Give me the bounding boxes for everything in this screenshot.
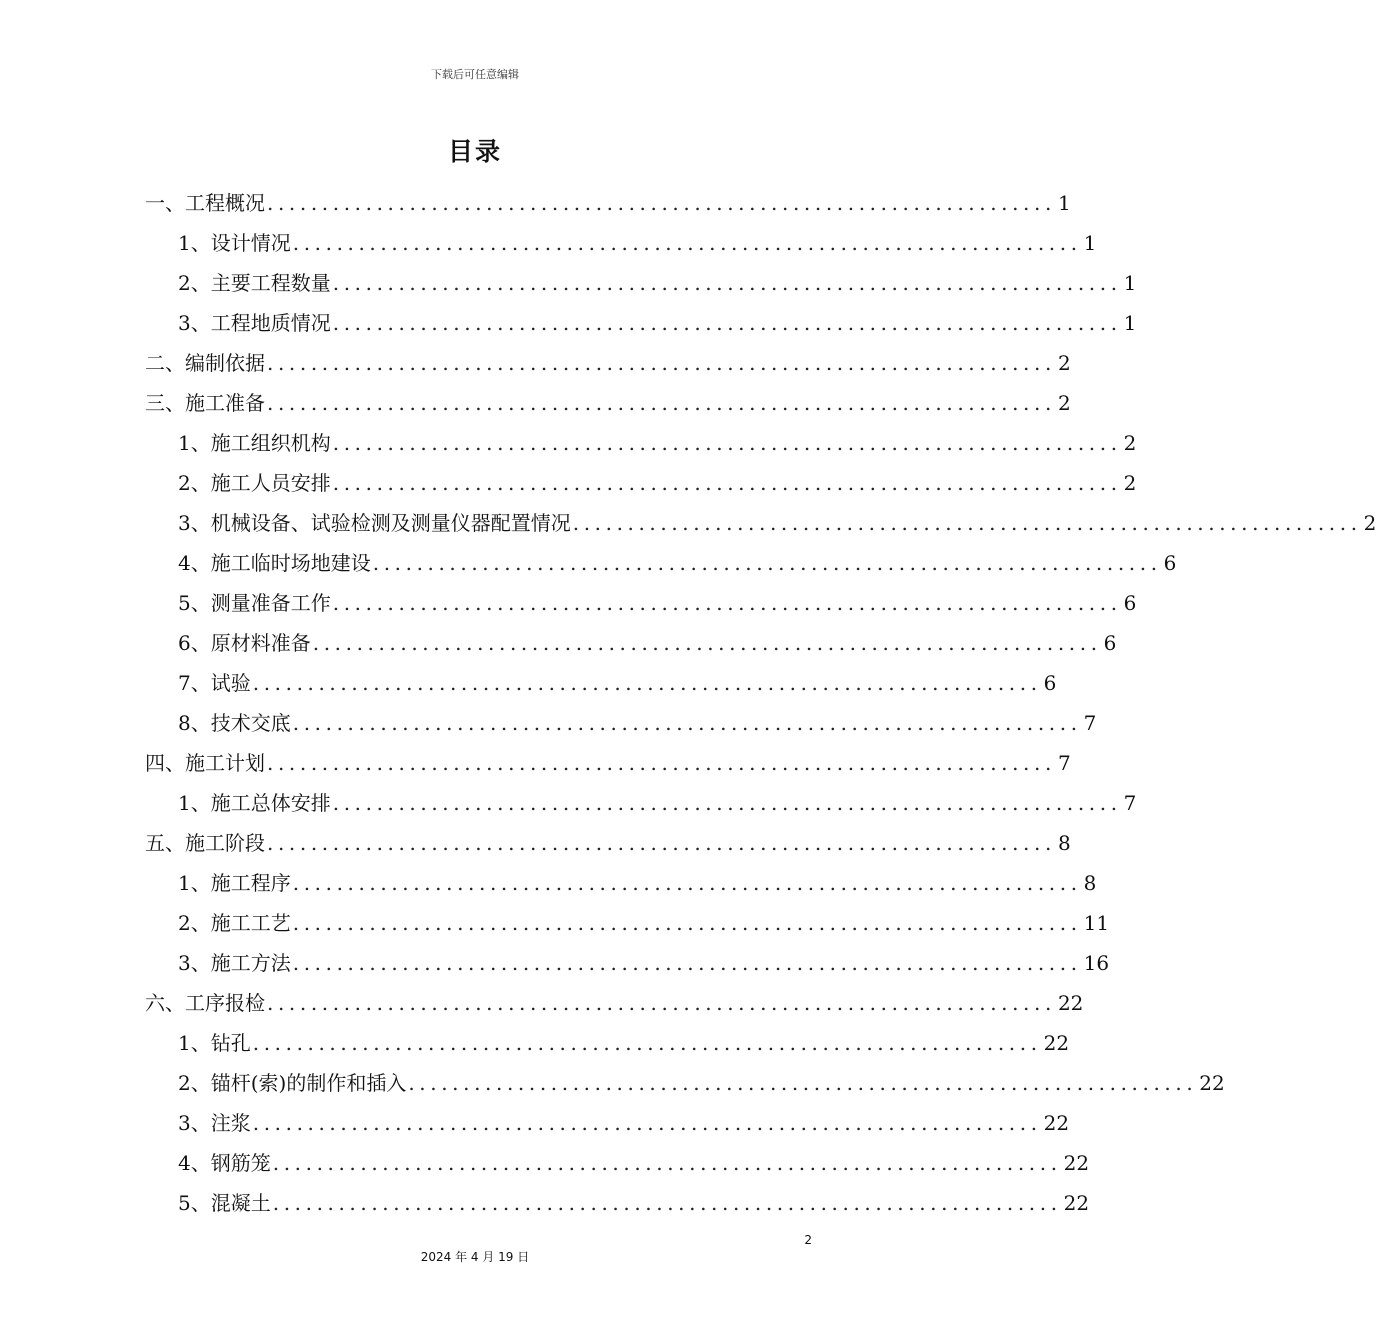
toc-entry[interactable] [178,1186,1090,1220]
toc-entry-label: 5、测量准备工作 [178,591,331,615]
toc-entry-label: 5、混凝土 [178,1191,271,1215]
dot-leader: ........................................................................ [408,1071,1198,1095]
toc-entry[interactable] [178,266,1137,300]
toc-entry[interactable] [178,466,1137,500]
toc-entry-label: 3、注浆 [178,1111,251,1135]
toc-entry-label: 2、施工人员安排 [178,471,331,495]
toc-entry-label: 6、原材料准备 [178,631,311,655]
toc-entry[interactable] [178,1066,1225,1100]
toc-title: 目录 [447,137,502,166]
toc-entry[interactable] [178,426,1137,460]
toc-entry-label: 1、施工组织机构 [178,431,331,455]
toc-entry[interactable] [178,306,1137,340]
toc-entry[interactable] [145,346,1071,380]
toc-entry[interactable] [178,226,1097,260]
toc-entry[interactable] [145,186,1071,220]
toc-entry-label: 2、施工工艺 [178,911,291,935]
dot-leader: ........................................................................ [252,671,1042,695]
toc-entry[interactable] [178,706,1097,740]
toc-entry-label: 1、钻孔 [178,1031,251,1055]
dot-leader: ........................................................................ [332,591,1122,615]
toc-entry-label: 7、试验 [178,671,251,695]
toc-entry[interactable] [178,546,1177,580]
toc-entry-page: 7 [1083,711,1097,735]
toc-entry-label: 六、工序报检 [145,991,265,1015]
toc-entry-page: 1 [1083,231,1097,255]
toc-entry-page: 2 [1057,351,1071,375]
toc-entry-label: 3、机械设备、试验检测及测量仪器配置情况 [178,511,571,535]
dot-leader: ........................................................................ [372,551,1162,575]
toc-entry-page: 2 [1363,511,1376,535]
toc-entry-page: 2 [1123,471,1137,495]
dot-leader: ........................................................................ [267,831,1056,855]
dot-leader: ........................................................................ [572,511,1362,535]
toc-entry[interactable] [178,786,1137,820]
toc-entry-page: 16 [1083,951,1110,975]
toc-entry-page: 7 [1057,751,1071,775]
toc-entry[interactable] [178,866,1097,900]
dot-leader: ........................................................................ [332,791,1122,815]
dot-leader: ........................................................................ [332,471,1122,495]
dot-leader: ........................................................................ [267,991,1056,1015]
toc-entry-page: 22 [1063,1191,1090,1215]
dot-leader: ........................................................................ [332,271,1122,295]
toc-entry-page: 6 [1103,631,1117,655]
toc-entry[interactable] [178,586,1137,620]
dot-leader: ........................................................................ [292,871,1082,895]
dot-leader: ........................................................................ [272,1191,1062,1215]
dot-leader: ........................................................................ [292,231,1082,255]
toc-entry-page: 22 [1199,1071,1225,1095]
toc-entry-page: 11 [1083,911,1110,935]
toc-entry[interactable] [178,906,1110,940]
toc-entry-page: 22 [1043,1111,1070,1135]
toc-entry-page: 6 [1163,551,1177,575]
toc-entry-page: 6 [1043,671,1057,695]
toc-entry-label: 四、施工计划 [145,751,265,775]
footer-date: 2024 年 4 月 19 日 [420,1250,530,1264]
toc-entry[interactable] [178,1026,1070,1060]
dot-leader: ........................................................................ [272,1151,1062,1175]
toc-entry-label: 2、锚杆(索)的制作和插入 [178,1071,407,1095]
toc-entry[interactable] [178,1106,1070,1140]
toc-entry-page: 1 [1123,271,1137,295]
toc-entry-page: 8 [1057,831,1071,855]
dot-leader: ........................................................................ [267,351,1056,375]
dot-leader: ........................................................................ [292,711,1082,735]
toc-entry[interactable] [145,986,1084,1020]
toc-entry-label: 3、施工方法 [178,951,291,975]
toc-entry-label: 4、施工临时场地建设 [178,551,371,575]
dot-leader: ........................................................................ [292,951,1082,975]
toc-entry-page: 8 [1083,871,1097,895]
toc-entry-label: 2、主要工程数量 [178,271,331,295]
toc-entry[interactable] [178,506,1376,540]
toc-entry-label: 二、编制依据 [145,351,265,375]
toc-entry[interactable] [178,946,1110,980]
toc-entry-label: 三、施工准备 [145,391,265,415]
toc-entry-label: 8、技术交底 [178,711,291,735]
page-number: 2 [804,1233,812,1247]
dot-leader: ........................................................................ [332,311,1122,335]
toc-entry[interactable] [178,626,1117,660]
toc-entry-page: 1 [1057,191,1071,215]
toc-entry-page: 22 [1057,991,1084,1015]
toc-entry-page: 2 [1057,391,1071,415]
dot-leader: ........................................................................ [252,1031,1042,1055]
dot-leader: ........................................................................ [332,431,1122,455]
toc-entry[interactable] [145,746,1071,780]
toc-entry-label: 五、施工阶段 [145,831,265,855]
toc-entry[interactable] [178,1146,1090,1180]
toc-entry-label: 1、设计情况 [178,231,291,255]
toc-entry[interactable] [178,666,1057,700]
toc-entry-page: 22 [1063,1151,1090,1175]
dot-leader: ........................................................................ [267,391,1056,415]
toc-entry-label: 4、钢筋笼 [178,1151,271,1175]
dot-leader: ........................................................................ [267,191,1056,215]
toc-entry-page: 7 [1123,791,1137,815]
toc-entry[interactable] [145,386,1071,420]
dot-leader: ........................................................................ [267,751,1056,775]
toc-entry-page: 2 [1123,431,1137,455]
toc-entry-page: 1 [1123,311,1137,335]
dot-leader: ........................................................................ [252,1111,1042,1135]
toc-entry-page: 6 [1123,591,1137,615]
toc-entry-label: 1、施工总体安排 [178,791,331,815]
toc-entry[interactable] [145,826,1071,860]
header-note: 下载后可任意编辑 [431,68,519,81]
toc-entry-label: 一、工程概况 [145,191,265,215]
dot-leader: ........................................................................ [312,631,1102,655]
dot-leader: ........................................................................ [292,911,1082,935]
toc-entry-label: 3、工程地质情况 [178,311,331,335]
toc-entry-label: 1、施工程序 [178,871,291,895]
toc-entry-page: 22 [1043,1031,1070,1055]
